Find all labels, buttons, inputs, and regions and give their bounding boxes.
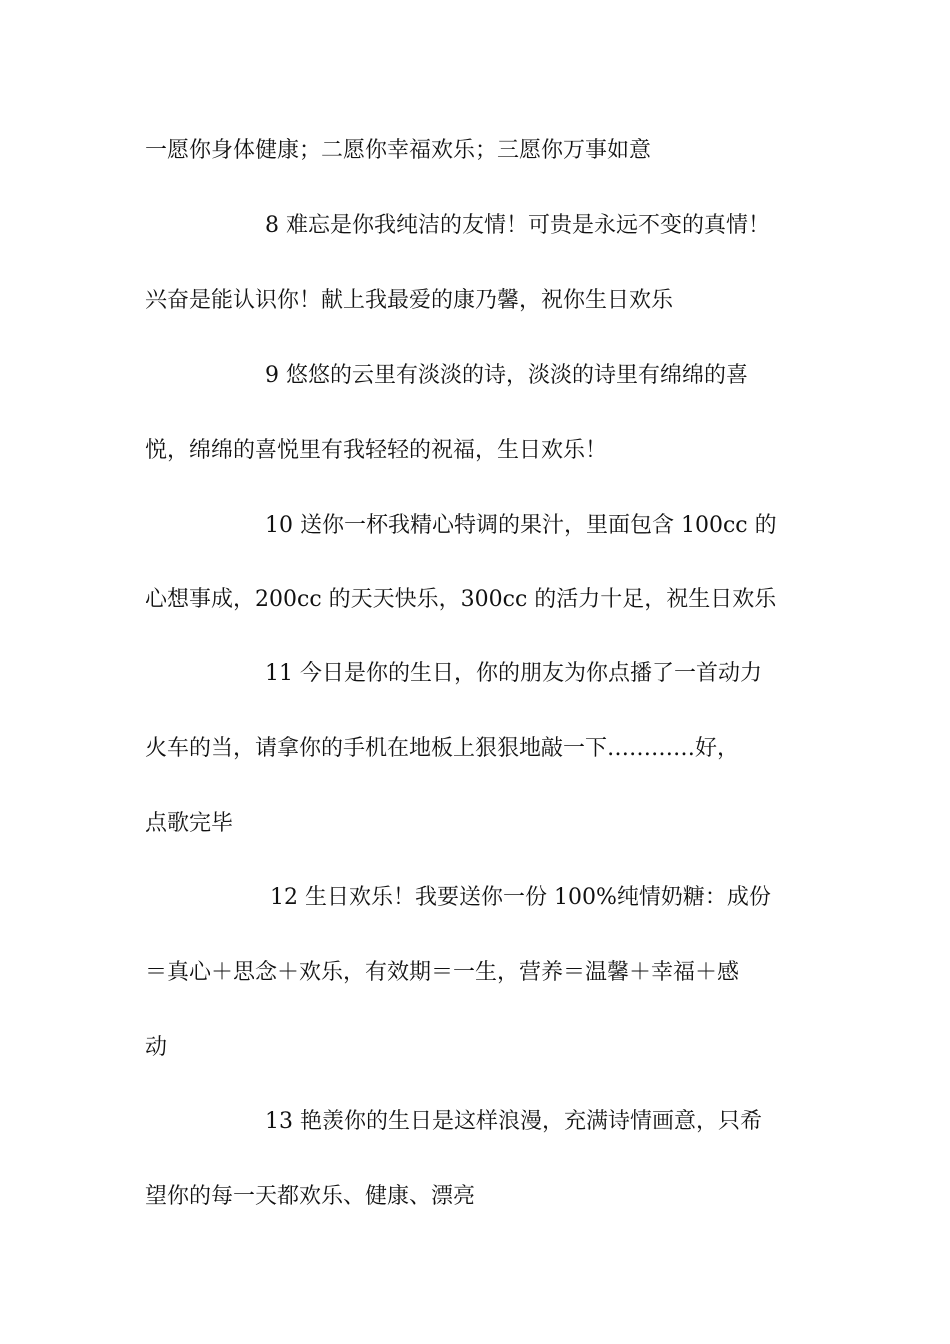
text-line: 心想事成，200cc 的天天快乐，300cc 的活力十足，祝生日欢乐 (145, 587, 777, 612)
text-line: 望你的每一天都欢乐、健康、漂亮 (145, 1184, 476, 1209)
text-line: 悦，绵绵的喜悦里有我轻轻的祝福，生日欢乐！ (145, 438, 608, 463)
text-line: ＝真心＋思念＋欢乐，有效期＝一生，营养＝温馨＋幸福＋感 (145, 960, 740, 985)
text-line: 点歌完毕 (145, 811, 234, 836)
text-line: 10 送你一杯我精心特调的果汁，里面包含 100cc 的 (265, 513, 777, 538)
text-line: 火车的当，请拿你的手机在地板上狠狠地敲一下…………好， (145, 736, 740, 761)
text-line: 13 艳羡你的生日是这样浪漫，充满诗情画意，只希 (265, 1109, 762, 1134)
text-line: 一愿你身体健康；二愿你幸福欢乐；三愿你万事如意 (145, 138, 652, 163)
text-line: 动 (145, 1035, 168, 1060)
text-line: 12 生日欢乐！我要送你一份 100%纯情奶糖：成份 (270, 885, 771, 910)
text-line: 9 悠悠的云里有淡淡的诗，淡淡的诗里有绵绵的喜 (265, 363, 748, 388)
text-line: 兴奋是能认识你！献上我最爱的康乃馨，祝你生日欢乐 (145, 288, 674, 313)
text-line: 8 难忘是你我纯洁的友情！可贵是永远不变的真情！ (265, 213, 770, 238)
text-line: 11 今日是你的生日，你的朋友为你点播了一首动力 (265, 661, 762, 686)
